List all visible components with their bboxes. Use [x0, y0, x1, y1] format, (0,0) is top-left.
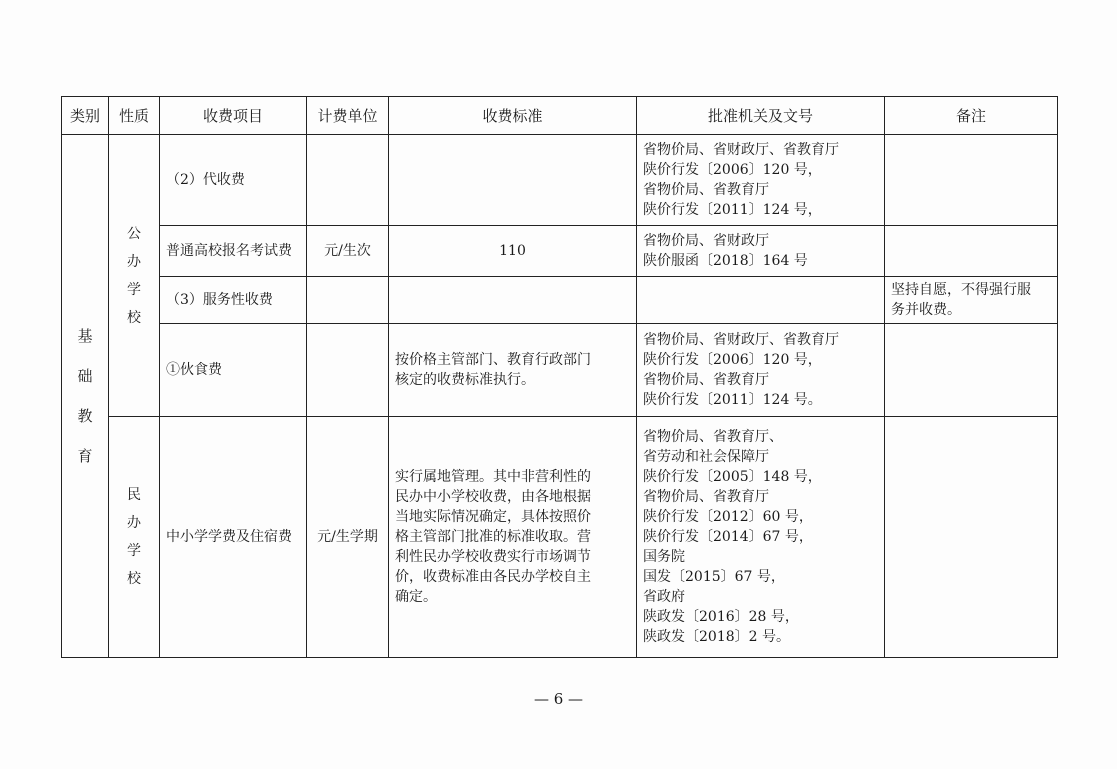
standard-cell: 实行属地管理。其中非营利性的 民办中小学校收费，由各地根据 当地实际情况确定，具体按照价 格主管部门批准的标准收取。营 利性民办学校收费实行市场调节 价，收费标准由各民办学校自主 确定。: [389, 417, 637, 658]
header-category: 类别: [62, 97, 109, 135]
header-approval: 批准机关及文号: [637, 97, 885, 135]
category-cell: 基 础 教 育: [62, 135, 109, 658]
note-cell: [885, 225, 1058, 276]
item-cell: 中小学学费及住宿费: [160, 417, 307, 658]
page-number: — 6 —: [533, 690, 584, 708]
header-nature: 性质: [109, 97, 160, 135]
standard-cell: 110: [389, 225, 637, 276]
approval-cell: 省物价局、省教育厅、 省劳动和社会保障厅 陕价行发〔2005〕148 号， 省物价局、省教育厅 陕价行发〔2012〕60 号， 陕价行发〔2014〕67 号， 国务院 国发〔2015〕67 号， 省政府 陕政发〔2016〕28 号， 陕政发〔2018〕2 号。: [637, 417, 885, 658]
unit-cell: [307, 277, 389, 324]
approval-cell: 省物价局、省财政厅、省教育厅 陕价行发〔2006〕120 号， 省物价局、省教育厅 陕价行发〔2011〕124 号，: [637, 135, 885, 226]
note-cell: [885, 135, 1058, 226]
standard-cell: [389, 135, 637, 226]
note-cell: [885, 324, 1058, 417]
header-item: 收费项目: [160, 97, 307, 135]
unit-cell: [307, 135, 389, 226]
table-row: [62, 417, 1058, 658]
note-cell: [885, 417, 1058, 658]
item-cell: （2）代收费: [160, 135, 307, 226]
note-cell: 坚持自愿，不得强行服 务并收费。: [885, 277, 1058, 324]
approval-cell: 省物价局、省财政厅 陕价服函〔2018〕164 号: [637, 225, 885, 276]
approval-cell: [637, 277, 885, 324]
unit-cell: [307, 324, 389, 417]
table-row: [62, 324, 1058, 417]
header-unit: 计费单位: [307, 97, 389, 135]
header-note: 备注: [885, 97, 1058, 135]
item-cell: 普通高校报名考试费: [160, 225, 307, 276]
nature-public-cell: 公 办 学 校: [109, 135, 160, 417]
unit-cell: 元/生次: [307, 225, 389, 276]
approval-cell: 省物价局、省财政厅、省教育厅 陕价行发〔2006〕120 号， 省物价局、省教育厅 陕价行发〔2011〕124 号。: [637, 324, 885, 417]
table-row: [62, 135, 1058, 226]
item-cell: （3）服务性收费: [160, 277, 307, 324]
item-cell: ①伙食费: [160, 324, 307, 417]
unit-cell: 元/生学期: [307, 417, 389, 658]
table-row: [62, 277, 1058, 324]
standard-cell: 按价格主管部门、教育行政部门 核定的收费标准执行。: [389, 324, 637, 417]
header-standard: 收费标准: [389, 97, 637, 135]
fee-table: [61, 96, 1058, 658]
table-header-row: [62, 97, 1058, 135]
nature-private-cell: 民 办 学 校: [109, 417, 160, 658]
standard-cell: [389, 277, 637, 324]
table-row: [62, 225, 1058, 276]
